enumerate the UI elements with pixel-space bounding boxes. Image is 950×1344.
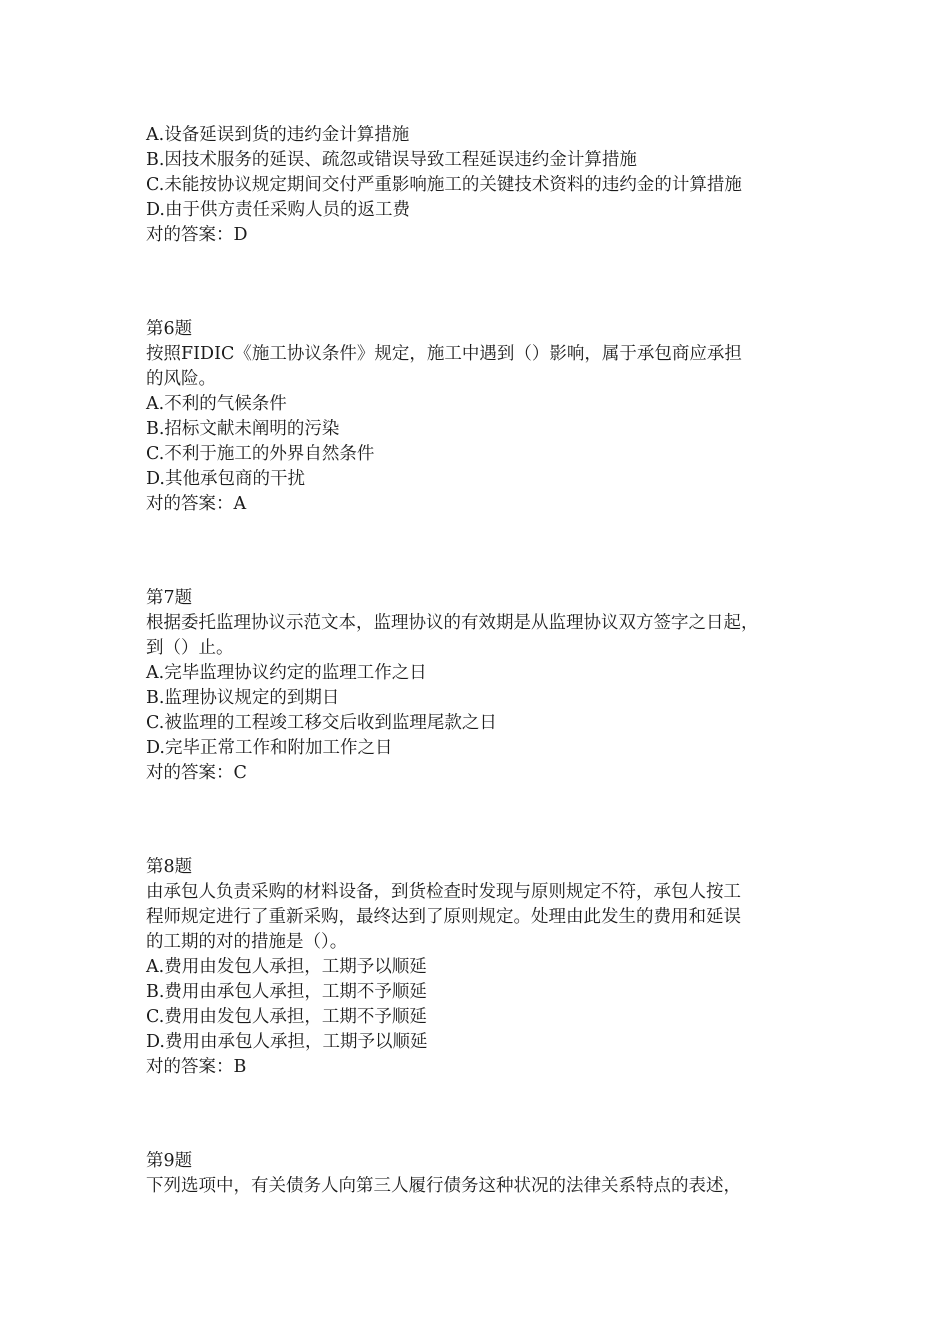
q7-title: 第7题 [146,588,193,608]
q5-option-d: D.由于供方责任采购人员的返工费 [146,200,410,220]
q8-title: 第8题 [146,857,193,877]
q6-stem-line-1: 按照FIDIC《施工协议条件》规定，施工中遇到（）影响，属于承包商应承担 [146,344,742,364]
q6-option-a: A.不利的气候条件 [146,394,287,414]
q6-option-b: B.招标文献未阐明的污染 [146,419,340,439]
q8-stem-line-2: 程师规定进行了重新采购，最终达到了原则规定。处理由此发生的费用和延误 [146,907,741,927]
q8-option-b: B.费用由承包人承担，工期不予顺延 [146,982,427,1002]
q8-option-a: A.费用由发包人承担，工期予以顺延 [146,957,427,977]
q8-stem-line-3: 的工期的对的措施是（）。 [146,932,348,952]
q9-title: 第9题 [146,1151,193,1171]
q7-option-a: A.完毕监理协议约定的监理工作之日 [146,663,427,683]
q6-stem-line-2: 的风险。 [146,369,216,389]
q6-answer: 对的答案：A [146,494,247,514]
q9-stem-line-1: 下列选项中，有关债务人向第三人履行债务这种状况的法律关系特点的表述， [146,1176,741,1196]
q7-option-c: C.被监理的工程竣工移交后收到监理尾款之日 [146,713,497,733]
q8-option-d: D.费用由承包人承担，工期予以顺延 [146,1032,428,1052]
q6-option-c: C.不利于施工的外界自然条件 [146,444,375,464]
q7-stem-line-1: 根据委托监理协议示范文本，监理协议的有效期是从监理协议双方签字之日起， [146,613,759,633]
q7-option-d: D.完毕正常工作和附加工作之日 [146,738,393,758]
q5-option-b: B.因技术服务的延误、疏忽或错误导致工程延误违约金计算措施 [146,150,637,170]
q5-option-a: A.设备延误到货的违约金计算措施 [146,125,410,145]
q6-option-d: D.其他承包商的干扰 [146,469,305,489]
q8-stem-line-1: 由承包人负责采购的材料设备，到货检查时发现与原则规定不符，承包人按工 [146,882,741,902]
q8-option-c: C.费用由发包人承担，工期不予顺延 [146,1007,427,1027]
q7-stem-line-2: 到（）止。 [146,638,234,658]
q5-answer: 对的答案：D [146,225,248,245]
q7-option-b: B.监理协议规定的到期日 [146,688,340,708]
q6-title: 第6题 [146,319,193,339]
q8-answer: 对的答案：B [146,1057,247,1077]
q7-answer: 对的答案：C [146,763,247,783]
q5-option-c: C.未能按协议规定期间交付严重影响施工的关键技术资料的违约金的计算措施 [146,175,742,195]
